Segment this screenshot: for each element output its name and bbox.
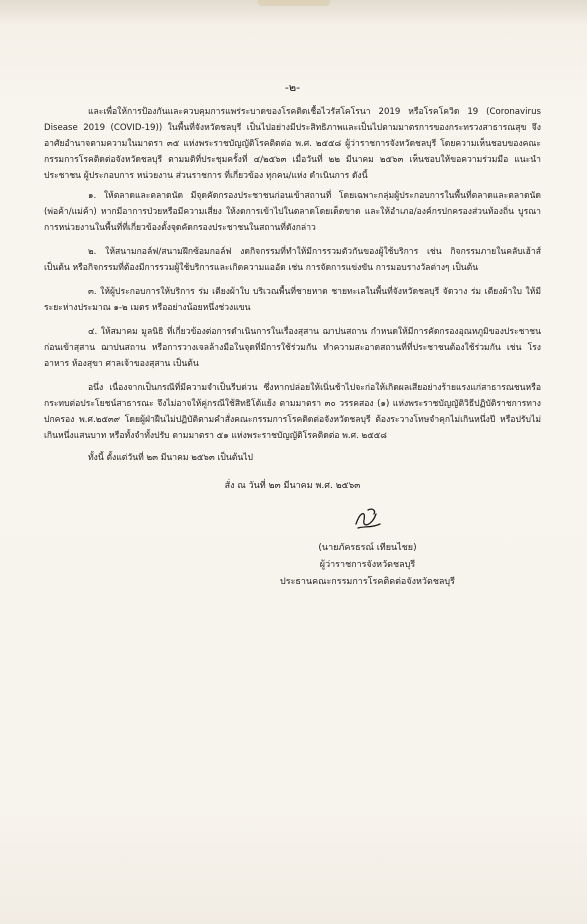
signer-title: ผู้ว่าราชการจังหวัดชลบุรี	[319, 560, 416, 570]
page-number: -๒-	[284, 81, 301, 94]
signature-block	[44, 504, 541, 591]
order-date-line: สั่ง ณ วันที่ ๒๓ มีนาคม พ.ศ. ๒๕๖๓	[224, 481, 361, 491]
item-2-paragraph: ๒. ให้สนามกอล์ฟ/สนามฝึกซ้อมกอล์ฟ งดกิจกรรมที่ทำให้มีการรวมตัวกันของผู้ใช้บริการ เช่น กิจกรรมภายในคลับเฮ้าส์ เป็นต้น หรือกิจกรรมที่ต้องมีการรวมผู้ใช้บริการและเกิดความแออัด เช่น การจัดการแข่งขัน การมอบรางวัลต่างๆ เป็นต้น	[44, 247, 541, 273]
item-3-paragraph: ๓. ให้ผู้ประกอบการให้บริการ ร่ม เตียงผ้าใบ บริเวณพื้นที่ชายหาด ชายทะเลในพื้นที่จังหวัดชลบุรี จัดวาง ร่ม เตียงผ้าใบ ให้มีระยะห่างประมาณ ๑-๒ เมตร หรืออย่างน้อยหนึ่งช่วงแขน	[44, 287, 541, 313]
top-binding-mark	[258, 0, 330, 6]
penalty-paragraph: อนึ่ง เนื่องจากเป็นกรณีที่มีความจำเป็นรีบด่วน ซึ่งหากปล่อยให้เนิ่นช้าไปจะก่อให้เกิดผลเสียอย่างร้ายแรงแก่สาธารณชนหรือกระทบต่อประโยชน์สาธารณะ จึงไม่อาจให้คู่กรณีใช้สิทธิโต้แย้ง ตามมาตรา ๓๐ วรรคสอง (๑) แห่งพระราชบัญญัติวิธีปฏิบัติราชการทางปกครอง พ.ศ.๒๕๓๙ โดยผู้ฝ่าฝืนไม่ปฏิบัติตามคำสั่งคณะกรรมการโรคติดต่อจังหวัดชลบุรี ต้องระวางโทษจำคุกไม่เกินหนึ่งปี หรือปรับไม่เกินหนึ่งแสนบาท หรือทั้งจำทั้งปรับ ตามมาตรา ๕๑ แห่งพระราชบัญญัติโรคติดต่อ พ.ศ. ๒๕๕๘	[44, 383, 541, 441]
item-1-paragraph: ๑. ให้ตลาดและตลาดนัด มีจุดคัดกรองประชาชนก่อนเข้าสถานที่ โดยเฉพาะกลุ่มผู้ประกอบการในพื้นที่ตลาดและตลาดนัด (พ่อค้า/แม่ค้า) หากมีอาการป่วยหรือมีความเสี่ยง ให้งดการเข้าไปในตลาดโดยเด็ดขาด และให้อำเภอ/องค์กรปกครองส่วนท้องถิ่น บูรณาการหน่วยงานในพื้นที่ที่เกี่ยวข้องตั้งจุดคัดกรองประชาชนในสถานที่ดังกล่าว	[44, 191, 541, 233]
signer-role: ประธานคณะกรรมการโรคติดต่อจังหวัดชลบุรี	[280, 577, 455, 587]
intro-paragraph: และเพื่อให้การป้องกันและควบคุมการแพร่ระบาดของโรคติดเชื้อไวรัสโคโรนา 2019 หรือโรคโควิด 19 (Coronavirus Disease 2019 (COVID-19)) ในพื้นที่จังหวัดชลบุรี เป็นไปอย่างมีประสิทธิภาพและเป็นไปตามมาตรการของกระทรวงสาธารณสุข จึงอาศัยอำนาจตามความในมาตรา ๓๕ แห่งพระราชบัญญัติโรคติดต่อ พ.ศ. ๒๕๕๘ ผู้ว่าราชการจังหวัดชลบุรี โดยความเห็นชอบของคณะกรรมการโรคติดต่อจังหวัดชลบุรี ตามมติที่ประชุมครั้งที่ ๔/๒๕๖๓ เมื่อวันที่ ๒๒ มีนาคม ๒๕๖๓ เห็นชอบให้ขอความร่วมมือ แนะนำ ประชาชน ผู้ประกอบการ หน่วยงาน ส่วนราชการ ที่เกี่ยวข้อง ทุกคน/แห่ง ดำเนินการ ดังนี้	[44, 107, 541, 181]
handwritten-signature	[350, 504, 386, 532]
effective-date-line: ทั้งนี้ ตั้งแต่วันที่ ๒๓ มีนาคม ๒๕๖๓ เป็นต้นไป	[88, 453, 253, 463]
signer-name: (นายภัครธรณ์ เทียนไชย)	[318, 543, 417, 553]
item-4-paragraph: ๔. ให้สมาคม มูลนิธิ ที่เกี่ยวข้องต่อการดำเนินการในเรื่องสุสาน ฌาปนสถาน กำหนดให้มีการคัดกรองอุณหภูมิของประชาชนก่อนเข้าสุสาน ฌาปนสถาน หรือการวางเจลล้างมือในจุดที่มีการใช้ร่วมกัน ทำความสะอาดสถานที่ที่ประชาชนต้องใช้ร่วมกัน เช่น โรงอาหาร ห้องสุขา ศาลเจ้าของสุสาน เป็นต้น	[44, 327, 541, 369]
